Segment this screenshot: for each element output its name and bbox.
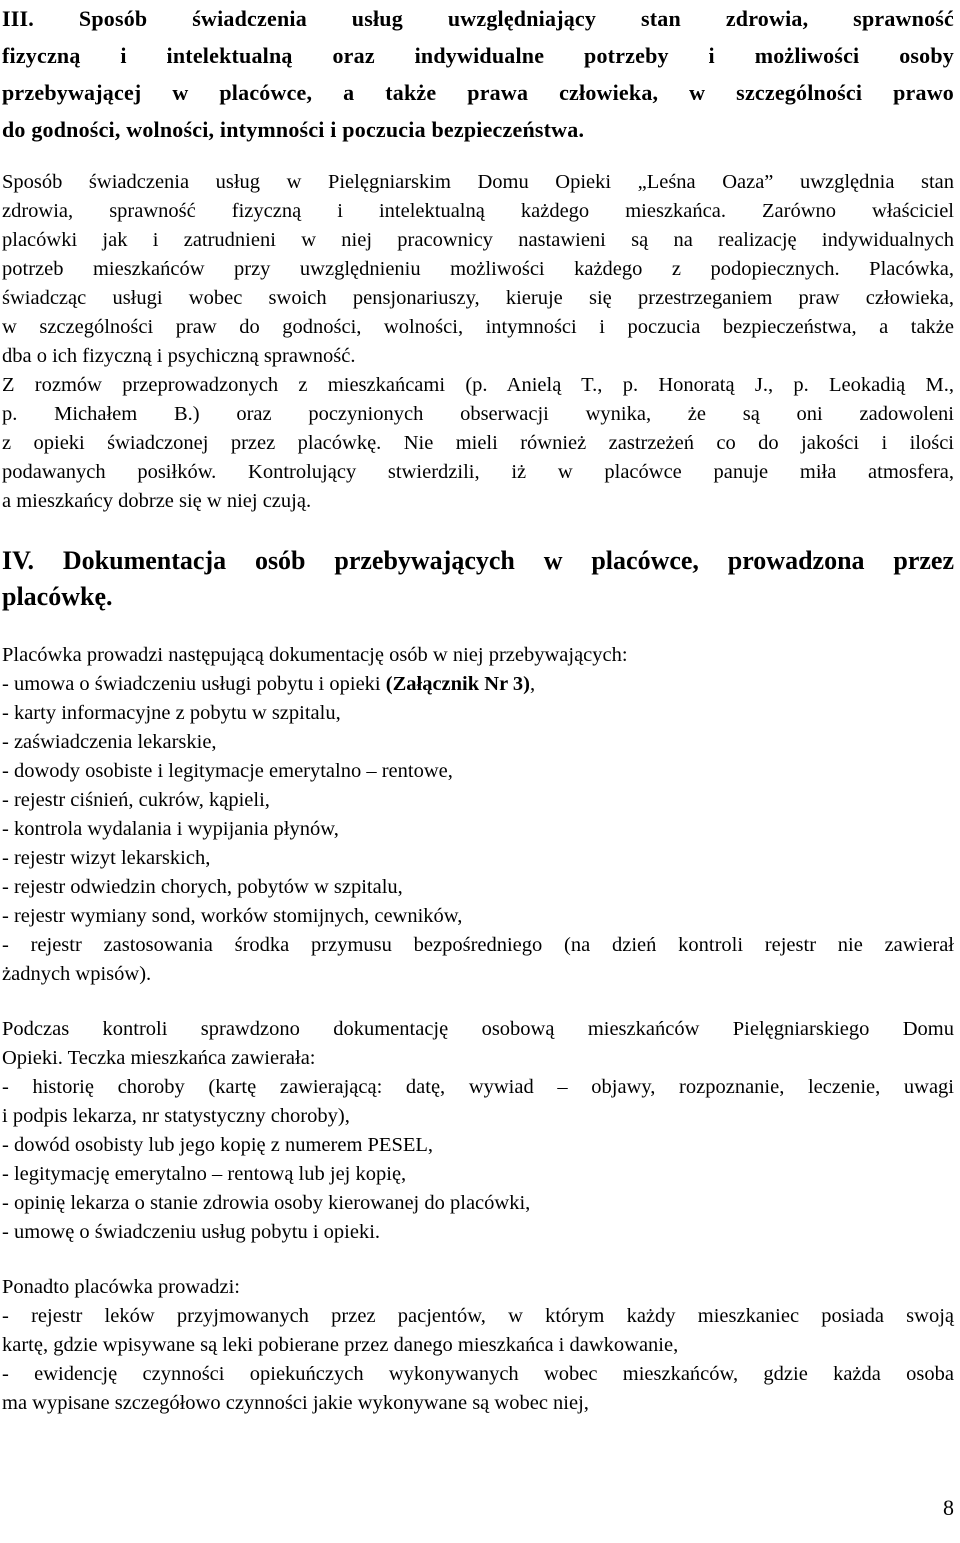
paragraph-line: a mieszkańcy dobrze się w niej czują. xyxy=(2,490,312,512)
list-item: - ewidencję czynności opiekuńczych wykonywanych wobec mieszkańców, gdzie każda osoba xyxy=(2,1363,954,1385)
documentation-list xyxy=(2,641,954,989)
list-item: - rejestr leków przyjmowanych przez pacjentów, w którym każdy mieszkaniec posiada swoją xyxy=(2,1305,954,1327)
paragraph-line: Podczas kontroli sprawdzono dokumentację osobową mieszkańców Pielęgniarskiego Domu xyxy=(2,1018,954,1040)
paragraph-line: Ponadto placówka prowadzi: xyxy=(2,1276,240,1298)
page-number: 8 xyxy=(943,1495,954,1520)
paragraph-line: potrzeb mieszkańców przy uwzględnieniu możliwości każdego z podopiecznych. Placówka, xyxy=(2,258,954,280)
list-item: żadnych wpisów). xyxy=(2,963,152,985)
list-item: - opinię lekarza o stanie zdrowia osoby kierowanej do placówki, xyxy=(2,1192,531,1214)
list-item: - rejestr wizyt lekarskich, xyxy=(2,847,211,869)
list-item-text: , xyxy=(530,673,536,695)
list-item: - rejestr wymiany sond, worków stomijnych, cewników, xyxy=(2,905,463,927)
list-item: - zaświadczenia lekarskie, xyxy=(2,731,217,753)
paragraph-line: p. Michałem B.) oraz poczynionych obserwacji wynika, że są oni zadowoleni xyxy=(2,403,954,425)
list-item: - legitymację emerytalno – rentową lub jej kopię, xyxy=(2,1163,407,1185)
list-item: - umowę o świadczeniu usług pobytu i opieki. xyxy=(2,1221,381,1243)
list-item: kartę, gdzie wpisywane są leki pobierane przez danego mieszkańca i dawkowanie, xyxy=(2,1334,679,1356)
paragraph-line: Opieki. Teczka mieszkańca zawierała: xyxy=(2,1047,316,1069)
paragraph-line: dba o ich fizyczną i psychiczną sprawność. xyxy=(2,345,356,367)
list-item: - dowód osobisty lub jego kopię z numerem PESEL, xyxy=(2,1134,434,1156)
paragraph-line: zdrowia, sprawność fizyczną i intelektualną każdego mieszkańca. Zarówno właściciel xyxy=(2,200,954,222)
list-item: - rejestr zastosowania środka przymusu bezpośredniego (na dzień kontroli rejestr nie zawierał xyxy=(2,934,954,956)
heading-line: fizyczną i intelektualną oraz indywidualne potrzeby i możliwości osoby xyxy=(2,43,954,68)
paragraph-line: podawanych posiłków. Kontrolujący stwierdzili, iż w placówce panuje miła atmosfera, xyxy=(2,461,954,483)
list-intro: Placówka prowadzi następującą dokumentację osób w niej przebywających: xyxy=(2,644,628,666)
list-item: - karty informacyjne z pobytu w szpitalu, xyxy=(2,702,341,724)
list-item: ma wypisane szczegółowo czynności jakie wykonywane są wobec niej, xyxy=(2,1392,589,1414)
list-item xyxy=(2,670,954,699)
list-item: - rejestr ciśnień, cukrów, kąpieli, xyxy=(2,789,270,811)
section-4-heading xyxy=(2,543,954,615)
heading-line: IV. Dokumentacja osób przebywających w placówce, prowadzona przez xyxy=(2,546,954,575)
paragraph-line: świadcząc usługi wobec swoich pensjonariuszy, kieruje się przestrzeganiem praw człowieka, xyxy=(2,287,954,309)
section-3-heading xyxy=(2,0,954,148)
list-item-text: - umowa o świadczeniu usługi pobytu i opieki xyxy=(2,673,386,695)
list-item: - historię choroby (kartę zawierającą: datę, wywiad – objawy, rozpoznanie, leczenie, uwagi xyxy=(2,1076,954,1098)
list-item: - kontrola wydalania i wypijania płynów, xyxy=(2,818,339,840)
heading-line: III. Sposób świadczenia usług uwzględniający stan zdrowia, sprawność xyxy=(2,6,954,31)
paragraph-line: Z rozmów przeprowadzonych z mieszkańcami (p. Anielą T., p. Honoratą J., p. Leokadią M., xyxy=(2,374,954,396)
heading-line: przebywającej w placówce, a także prawa człowieka, w szczególności prawo xyxy=(2,80,954,105)
list-item: - dowody osobiste i legitymacje emerytalno – rentowe, xyxy=(2,760,453,782)
section-3-paragraph xyxy=(2,168,954,516)
paragraph-line: placówki jak i zatrudnieni w niej pracownicy nastawieni są na realizację indywidualnych xyxy=(2,229,954,251)
document-page xyxy=(2,0,954,1418)
heading-line: do godności, wolności, intymności i poczucia bezpieczeństwa. xyxy=(2,117,585,142)
resident-file-paragraph xyxy=(2,1015,954,1247)
attachment-reference: (Załącznik Nr 3) xyxy=(385,673,531,695)
heading-line: placówkę. xyxy=(2,582,113,611)
paragraph-line: z opieki świadczonej przez placówkę. Nie mieli również zastrzeżeń co do jakości i ilości xyxy=(2,432,954,454)
paragraph-line: w szczególności praw do godności, wolności, intymności i poczucia bezpieczeństwa, a także xyxy=(2,316,954,338)
paragraph-line: Sposób świadczenia usług w Pielęgniarskim Domu Opieki „Leśna Oaza” uwzględnia stan xyxy=(2,171,954,193)
list-item: - rejestr odwiedzin chorych, pobytów w szpitalu, xyxy=(2,876,403,898)
list-item: i podpis lekarza, nr statystyczny choroby), xyxy=(2,1105,350,1127)
additional-records-paragraph xyxy=(2,1273,954,1418)
